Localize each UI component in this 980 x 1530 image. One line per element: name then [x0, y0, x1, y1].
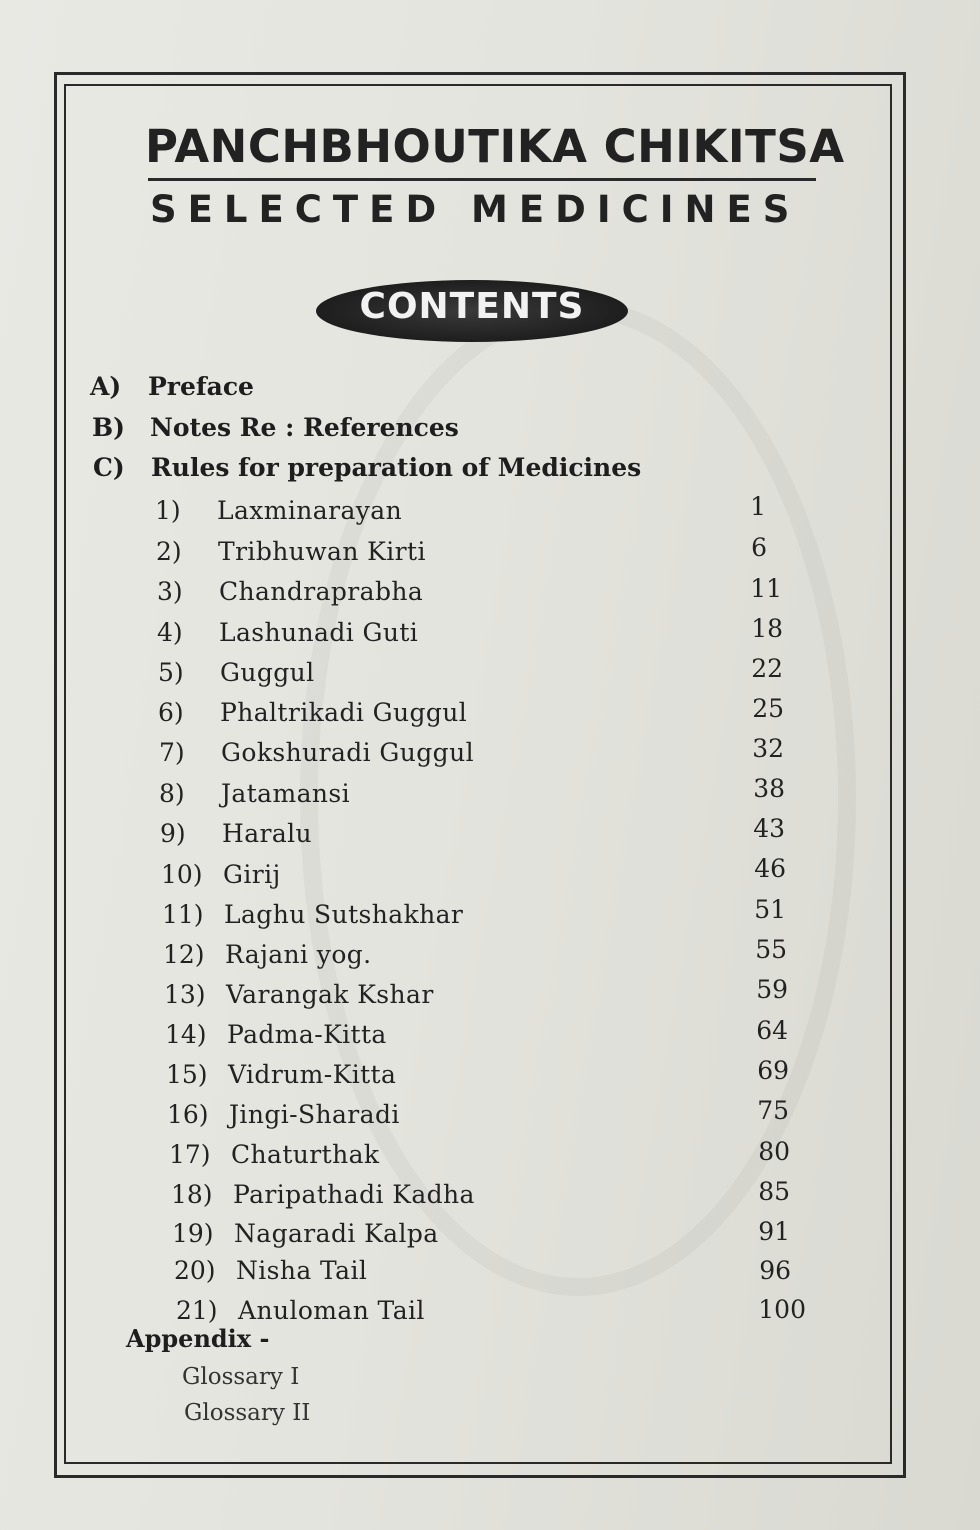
toc-page-number: 6: [751, 533, 767, 562]
toc-page-number: 32: [752, 734, 784, 763]
toc-page-number: 38: [753, 774, 785, 803]
toc-item-name: Phaltrikadi Guggul: [220, 698, 468, 727]
toc-item-name: Haralu: [222, 819, 313, 848]
toc-item-name: Chandraprabha: [219, 577, 424, 606]
toc-item-name: Nisha Tail: [236, 1256, 368, 1285]
section-title: Notes Re : References: [150, 413, 459, 442]
toc-item-name: Anuloman Tail: [238, 1296, 425, 1325]
toc-page-number: 85: [758, 1177, 790, 1206]
toc-page-number: 64: [756, 1016, 788, 1045]
title-divider: [148, 178, 816, 181]
toc-item-name: Paripathadi Kadha: [233, 1180, 475, 1209]
toc-item-number: 11): [162, 900, 204, 929]
toc-item-number: 9): [160, 819, 186, 848]
toc-page-number: 22: [751, 654, 783, 683]
toc-page-number: 100: [758, 1295, 806, 1324]
section-letter: B): [92, 413, 125, 442]
toc-item-name: Vidrum-Kitta: [228, 1060, 397, 1089]
toc-item-number: 14): [165, 1020, 207, 1049]
toc-item-name: Gokshuradi Guggul: [221, 738, 474, 767]
toc-item-number: 12): [163, 940, 205, 969]
toc-item-number: 21): [176, 1296, 218, 1325]
glossary-entry[interactable]: Glossary II: [184, 1400, 311, 1426]
toc-item-name: Guggul: [220, 658, 315, 687]
toc-item-number: 4): [157, 618, 183, 647]
glossary-entry[interactable]: Glossary I: [182, 1364, 300, 1390]
toc-page-number: 55: [755, 935, 787, 964]
toc-page-number: 59: [756, 975, 788, 1004]
toc-item-name: Tribhuwan Kirti: [218, 537, 426, 566]
contents-heading: CONTENTS: [359, 286, 585, 327]
toc-item-number: 17): [169, 1140, 211, 1169]
toc-page-number: 80: [758, 1137, 790, 1166]
toc-item-name: Chaturthak: [231, 1140, 380, 1169]
toc-page-number: 69: [757, 1056, 789, 1085]
toc-item-name: Lashunadi Guti: [219, 618, 419, 647]
toc-page-number: 51: [754, 895, 786, 924]
section-title: Preface: [148, 372, 254, 401]
toc-item-number: 6): [158, 698, 184, 727]
toc-item-name: Laxminarayan: [217, 496, 403, 525]
toc-page-number: 43: [753, 814, 785, 843]
toc-item-number: 3): [157, 577, 183, 606]
toc-item-name: Laghu Sutshakhar: [224, 900, 464, 929]
toc-item-number: 20): [174, 1256, 216, 1285]
toc-page-number: 1: [750, 492, 766, 521]
toc-item-name: Rajani yog.: [225, 940, 372, 969]
toc-item-number: 7): [159, 738, 185, 767]
toc-page-number: 75: [757, 1096, 789, 1125]
toc-item-name: Girij: [223, 860, 281, 889]
toc-page-number: 46: [754, 854, 786, 883]
toc-item-name: Jatamansi: [221, 779, 351, 808]
toc-item-number: 8): [159, 779, 185, 808]
section-letter: A): [90, 372, 122, 401]
toc-item-number: 16): [167, 1100, 209, 1129]
toc-item-number: 10): [161, 860, 203, 889]
toc-page-number: 91: [758, 1217, 790, 1246]
toc-item-number: 13): [164, 980, 206, 1009]
toc-item-name: Varangak Kshar: [226, 980, 434, 1009]
section-letter: C): [93, 453, 125, 482]
toc-item-number: 5): [158, 658, 184, 687]
book-title: PANCHBHOUTIKA CHIKITSA: [145, 120, 845, 173]
toc-page-number: 25: [752, 694, 784, 723]
toc-item-number: 1): [155, 496, 181, 525]
toc-item-name: Padma-Kitta: [227, 1020, 387, 1049]
toc-page-number: 96: [759, 1256, 791, 1285]
toc-item-number: 15): [166, 1060, 208, 1089]
book-subtitle: SELECTED MEDICINES: [150, 188, 801, 231]
toc-item-name: Nagaradi Kalpa: [234, 1219, 439, 1248]
toc-page-number: 18: [751, 614, 783, 643]
section-title: Rules for preparation of Medicines: [151, 453, 642, 482]
toc-item-number: 19): [172, 1219, 214, 1248]
toc-page-number: 11: [750, 574, 782, 603]
toc-item-number: 2): [156, 537, 182, 566]
toc-item-number: 18): [171, 1180, 213, 1209]
appendix-heading: Appendix -: [126, 1324, 270, 1353]
toc-item-name: Jingi-Sharadi: [229, 1100, 400, 1129]
